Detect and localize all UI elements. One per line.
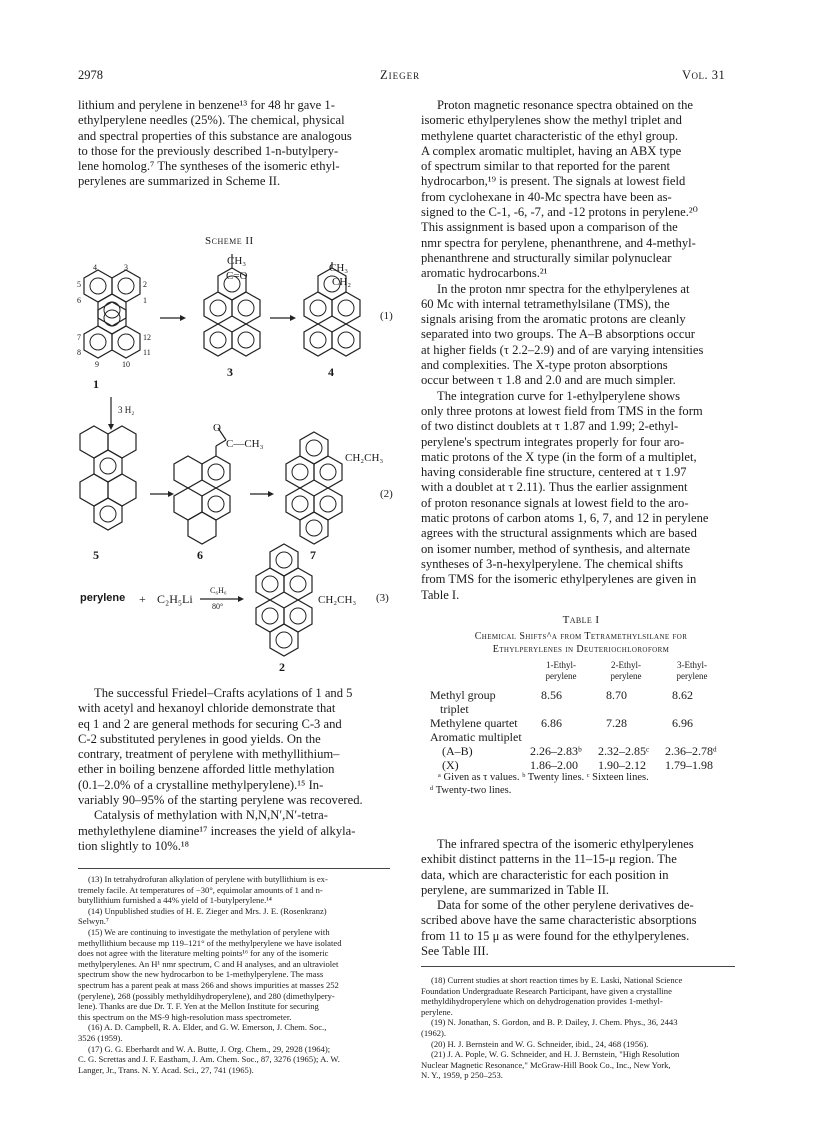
text-line: Table I. <box>421 587 460 602</box>
hydrogenation-label: 3 H₂ <box>118 405 135 415</box>
table-cell: 8.56 <box>541 688 562 702</box>
column-header-line: 1-Ethyl- <box>546 660 576 670</box>
text-line: from 11 to 15 μ as were found for the ethylperylenes. <box>421 928 690 943</box>
footnote-line: (18) Current studies at short reaction times by E. Laski, National Science <box>431 975 683 985</box>
text-line: and complexities. The X-type proton absorptions <box>421 358 668 373</box>
text-line: from cyclohexane in 40-Mc spectra have been as- <box>421 189 672 204</box>
table-cell: 7.28 <box>606 716 627 730</box>
equation-1-label: (1) <box>380 310 393 322</box>
footnote-line: this spectrum on the MS-9 high-resolution mass spectrometer. <box>78 1011 292 1022</box>
ring-number: 2 <box>143 280 147 289</box>
footnote-line: C. G. Screttas and J. F. Eastham, J. Am. Chem. Soc., 87, 3276 (1965); A. W. <box>78 1054 340 1065</box>
text-line: tion slightly to 10%.¹⁸ <box>78 838 190 853</box>
footnote-line: (17) G. G. Eberhardt and W. A. Butte, J. Org. Chem., 29, 2928 (1964); <box>88 1043 331 1054</box>
text-line: matic protons of the X type (in the form of a multiplet, <box>421 449 697 464</box>
footnote-line: (perylene), 268 (possibly methyldihydroperylene), and 280 (dimethylpery- <box>78 990 335 1001</box>
footnote-line: perylene. <box>421 1006 453 1017</box>
ethyl-ch2-label: CH₂ <box>332 276 352 288</box>
volume-label: Vol. 31 <box>682 68 726 82</box>
table-row <box>430 758 732 772</box>
text-line: contrary, treatment of perylene with methyllithium– <box>78 747 340 762</box>
left-footnotes <box>78 874 390 1075</box>
text-line: with a doublet at τ 2.11). Thus the earlier assignment <box>421 480 688 495</box>
footnote-line: (16) A. D. Campbell, R. A. Elder, and G. W. Emerson, J. Chem. Soc., <box>88 1022 327 1033</box>
compound-7-structure <box>286 432 342 544</box>
ethyl-side-label-3: CH₂CH₃ <box>318 594 357 606</box>
compound-number: 7 <box>310 548 316 562</box>
ring-number: 8 <box>77 348 81 357</box>
compound-2-structure <box>256 544 312 656</box>
compound-number: 5 <box>93 548 99 562</box>
compound-number: 1 <box>93 377 99 391</box>
ring-number: 10 <box>122 360 130 369</box>
text-line: C-2 substituted perylenes in good yields. On the <box>78 731 321 746</box>
footnote-line: methyllithium because mp 119–121° of the methylperylene we have isolated <box>78 937 342 948</box>
footnote-line: spectrum has a parent peak at mass 266 and shows impurities at masses 252 <box>78 979 339 990</box>
footnote-line: Nuclear Magnetic Resonance," McGraw-Hill Book Co., Inc., New York, <box>421 1059 671 1070</box>
row-label: Aromatic multiplet <box>430 730 522 744</box>
text-line: eq 1 and 2 are general methods for securing C-3 and <box>78 716 342 731</box>
footnote-line: (19) N. Jonathan, S. Gordon, and B. P. Dailey, J. Chem. Phys., 36, 2443 <box>431 1017 678 1028</box>
right-body-text-2 <box>421 837 735 959</box>
table-cell: 1.90–2.12 <box>598 758 646 772</box>
ring-number: 5 <box>77 280 81 289</box>
footnote-line: 3526 (1959). <box>78 1032 123 1043</box>
table-cell: 8.70 <box>606 688 627 702</box>
text-line: (0.1–2.0% of a crystalline methylperylene).¹⁵ In- <box>78 777 324 792</box>
text-line: methylene quartet characteristic of the ethyl group. <box>421 128 679 143</box>
text-line: Data for some of the other perylene derivatives de- <box>437 898 694 913</box>
compound-number: 6 <box>197 548 203 562</box>
table-title-line-2: Ethylperylenes in Deuteriochloroform <box>492 644 670 655</box>
footnote-line: tremely facile. At temperatures of −30°, equimolar amounts of 1 and n- <box>78 884 323 895</box>
ring-number: 12 <box>143 333 151 342</box>
ring-number: 6 <box>77 296 81 305</box>
acetyl-side-label: C—CH₃ <box>226 438 264 450</box>
footnote-line: N. Y., 1959, p 250–253. <box>421 1070 503 1081</box>
text-line: at higher fields (τ 2.2–2.9) and of are varying intensities <box>421 342 704 357</box>
reactant-ethyllithium: C₂H₅Li <box>157 592 193 606</box>
text-line: separated into two groups. The A–B absorptions occur <box>421 327 695 342</box>
reactant-perylene: perylene <box>80 592 126 604</box>
footnote-line: methyldihydroperylene which on dehydrogenation provides 1-methyl- <box>421 996 663 1007</box>
ring-number: 4 <box>93 263 97 272</box>
footnote-divider <box>78 868 390 869</box>
left-body-text <box>78 686 390 854</box>
row-label: (X) <box>442 758 459 772</box>
footnote-divider <box>421 966 735 967</box>
text-line: perylenes are summarized in Scheme II. <box>78 174 281 189</box>
text-line: of proton resonance signals at lowest field to the aro- <box>421 495 689 510</box>
text-line: and spectral properties of this substance are analogous <box>78 128 352 143</box>
text-line: having considerable fine structure, centered at τ 1.97 <box>421 465 687 480</box>
footnote-line: spectrum show the new hydrocarbon to be 1-methylperylene. The mass <box>78 969 324 980</box>
text-line: Catalysis of methylation with N,N,N′,N′-tetra- <box>94 808 328 823</box>
text-line: aromatic hydrocarbons.²¹ <box>421 266 548 281</box>
right-footnotes <box>421 975 735 1081</box>
table-cell: 1.86–2.00 <box>530 758 578 772</box>
text-line: isomeric ethylperylenes show the methyl triplet and <box>421 113 682 128</box>
table-cell: 8.62 <box>672 688 693 702</box>
text-line: scribed above have the same characteristic absorptions <box>421 913 697 928</box>
footnote-line: (15) We are continuing to investigate the methylation of perylene with <box>88 926 330 937</box>
table-title-line-1: Chemical Shifts^a from Tetramethylsilane for <box>474 631 688 642</box>
ring-number: 1 <box>143 296 147 305</box>
column-header-line: 3-Ethyl- <box>677 660 707 670</box>
compound-number: 3 <box>227 365 233 379</box>
table-row <box>430 730 732 744</box>
footnote-line: does not agree with the literature melting points¹⁶ for any of the isomeric <box>78 948 329 959</box>
text-line: occur between τ 1.8 and 2.0 and are much simpler. <box>421 373 676 388</box>
text-line: hydrocarbon,¹⁹ is present. The signals at lowest field <box>421 174 686 189</box>
acetyl-ch3-label: CH₃ <box>227 255 247 267</box>
text-line: of spectrum similar to that reported for the parent <box>421 159 670 174</box>
text-line: variably 90–95% of the starting perylene was recovered. <box>78 793 363 808</box>
ring-number: 9 <box>95 360 99 369</box>
page-number: 2978 <box>78 68 103 82</box>
oxygen-label: O <box>213 422 221 434</box>
table-header-row <box>430 660 732 681</box>
row-label: triplet <box>440 702 469 716</box>
equation-2-label: (2) <box>380 488 393 500</box>
text-line: to those for the previously described 1-n-butylpery- <box>78 143 339 158</box>
ethyl-ch3-label: CH₃ <box>329 262 349 274</box>
temperature-label: 80° <box>212 602 224 611</box>
table-row <box>430 744 732 758</box>
ring-number: 7 <box>77 333 81 342</box>
text-line: matic protons of carbon atoms 1, 6, 7, and 12 in perylene <box>421 511 709 526</box>
table-cell: 6.96 <box>672 716 693 730</box>
text-line: only three protons at lowest field from TMS in the form <box>421 403 703 418</box>
column-header-line: perylene <box>610 671 642 681</box>
footnote-line: butyllithium furnished a 44% yield of 1-butylperylene.¹⁴ <box>78 895 272 906</box>
compound-6-structure <box>174 428 230 544</box>
text-line: data, which are characteristic for each position in <box>421 867 669 882</box>
table-footnote-line: ᵃ Given as τ values. ᵇ Twenty lines. ᶜ Sixteen lines. <box>438 772 649 783</box>
compound-number: 4 <box>328 365 334 379</box>
compound-1-structure <box>84 270 140 358</box>
table-cell: 2.36–2.78ᵈ <box>665 744 717 758</box>
equation-3-label: (3) <box>376 592 389 604</box>
text-line: 60 Mc with internal tetramethylsilane (TMS), the <box>421 296 670 311</box>
table-footnotes <box>430 771 732 797</box>
text-line: syntheses of 3-n-hexylperylene. The chemical shifts <box>421 556 684 571</box>
column-header <box>531 660 591 682</box>
text-line: of two distinct doublets at τ 1.87 and 1.99; 2-ethyl- <box>421 419 679 434</box>
footnote-line: (14) Unpublished studies of H. E. Zieger and Mrs. J. E. (Rosenkranz) <box>88 905 327 916</box>
footnote-line: (13) In tetrahydrofuran alkylation of perylene with butyllithium is ex- <box>88 874 328 884</box>
text-line: exhibit distinct patterns in the 11–15-μ region. The <box>421 852 677 867</box>
text-line: See Table III. <box>421 944 489 959</box>
text-line: The infrared spectra of the isomeric ethylperylenes <box>437 837 694 851</box>
running-author: Zieger <box>380 68 421 82</box>
text-line: agrees with the structural assignments which are based <box>421 526 697 541</box>
carbonyl-label: C=O <box>226 270 248 282</box>
footnote-line: Selwyn.⁷ <box>78 916 109 927</box>
footnote-line: (1962). <box>421 1027 447 1038</box>
text-line: methylethylene diamine¹⁷ increases the yield of alkyla- <box>78 823 356 838</box>
table-footnote-line: ᵈ Twenty-two lines. <box>430 785 512 796</box>
column-header <box>662 660 722 682</box>
text-line: Proton magnetic resonance spectra obtained on the <box>437 98 693 112</box>
text-line: with acetyl and hexanoyl chloride demonstrate that <box>78 701 336 716</box>
footnote-line: Foundation Undergraduate Research Participant, have given a crystalline <box>421 985 672 996</box>
table-row <box>430 716 732 730</box>
text-line: perylene, are summarized in Table II. <box>421 882 610 897</box>
ring-number: 3 <box>124 263 128 272</box>
footnote-line: lene). Thanks are due Dr. T. F. Yen at the Mellon Institute for securing <box>78 1001 319 1012</box>
footnote-line: (20) H. J. Bernstein and W. G. Schneider, ibid., 24, 468 (1956). <box>431 1038 649 1049</box>
text-line: ethylperylene needles (25%). The chemical, physical <box>78 113 345 128</box>
right-body-text <box>421 98 735 603</box>
table-label: Table I <box>562 614 600 626</box>
scheme-title: Scheme II <box>205 235 254 247</box>
column-header <box>596 660 656 682</box>
text-line: nmr spectra for perylene, phenanthrene, and 4-methyl- <box>421 235 696 250</box>
column-header-line: perylene <box>545 671 577 681</box>
row-label: Methylene quartet <box>430 716 518 730</box>
ethyl-side-label: CH₂CH₃ <box>345 452 384 464</box>
solvent-label: C₆H₆ <box>210 586 227 595</box>
row-label: Methyl group <box>430 688 496 702</box>
compound-5-structure <box>80 426 136 530</box>
column-header-line: 2-Ethyl- <box>611 660 641 670</box>
text-line: phenanthrene and structurally similar polynuclear <box>421 250 672 265</box>
footnote-line: methylperylenes. An H¹ nmr spectrum, C and H analyses, and an ultraviolet <box>78 958 339 969</box>
text-line: The successful Friedel–Crafts acylations of 1 and 5 <box>94 686 353 700</box>
text-line: A complex aromatic multiplet, having an ABX type <box>421 143 682 158</box>
text-line: This assignment is based upon a comparison of the <box>421 220 678 235</box>
text-line: on isomer number, method of synthesis, and alternate <box>421 541 691 556</box>
footnote-line: Langer, Jr., Trans. N. Y. Acad. Sci., 27, 741 (1965). <box>78 1064 254 1075</box>
footnote-line: (21) J. A. Pople, W. G. Schneider, and H. J. Bernstein, "High Resolution <box>431 1049 680 1060</box>
plus-sign: + <box>139 592 146 606</box>
text-line: lithium and perylene in benzene¹³ for 48 hr gave 1- <box>78 98 335 112</box>
text-line: from TMS for the isomeric ethylperylenes are given in <box>421 572 697 587</box>
text-line: The integration curve for 1-ethylperylene shows <box>437 388 681 403</box>
ring-number: 11 <box>143 348 151 357</box>
table-cell: 6.86 <box>541 716 562 730</box>
table-cell: 2.26–2.83ᵇ <box>530 744 582 758</box>
row-label: (A–B) <box>442 744 473 758</box>
text-line: In the proton nmr spectra for the ethylperylenes at <box>437 281 690 296</box>
table-cell: 2.32–2.85ᶜ <box>598 744 650 758</box>
column-header-line: perylene <box>676 671 708 681</box>
table-row <box>430 702 732 716</box>
text-line: signed to the C-1, -6, -7, and -12 protons in perylene.²⁰ <box>421 205 698 220</box>
text-line: lene homolog.⁷ The syntheses of the isomeric ethyl- <box>78 159 340 174</box>
text-line: ether in boiling benzene afforded little methylation <box>78 762 335 777</box>
compound-number: 2 <box>279 660 285 674</box>
text-line: signals arising from the aromatic protons are cleanly <box>421 312 686 327</box>
text-line: perylene's spectrum integrates properly for four aro- <box>421 434 685 449</box>
table-cell: 1.79–1.98 <box>665 758 713 772</box>
table-row <box>430 688 732 702</box>
